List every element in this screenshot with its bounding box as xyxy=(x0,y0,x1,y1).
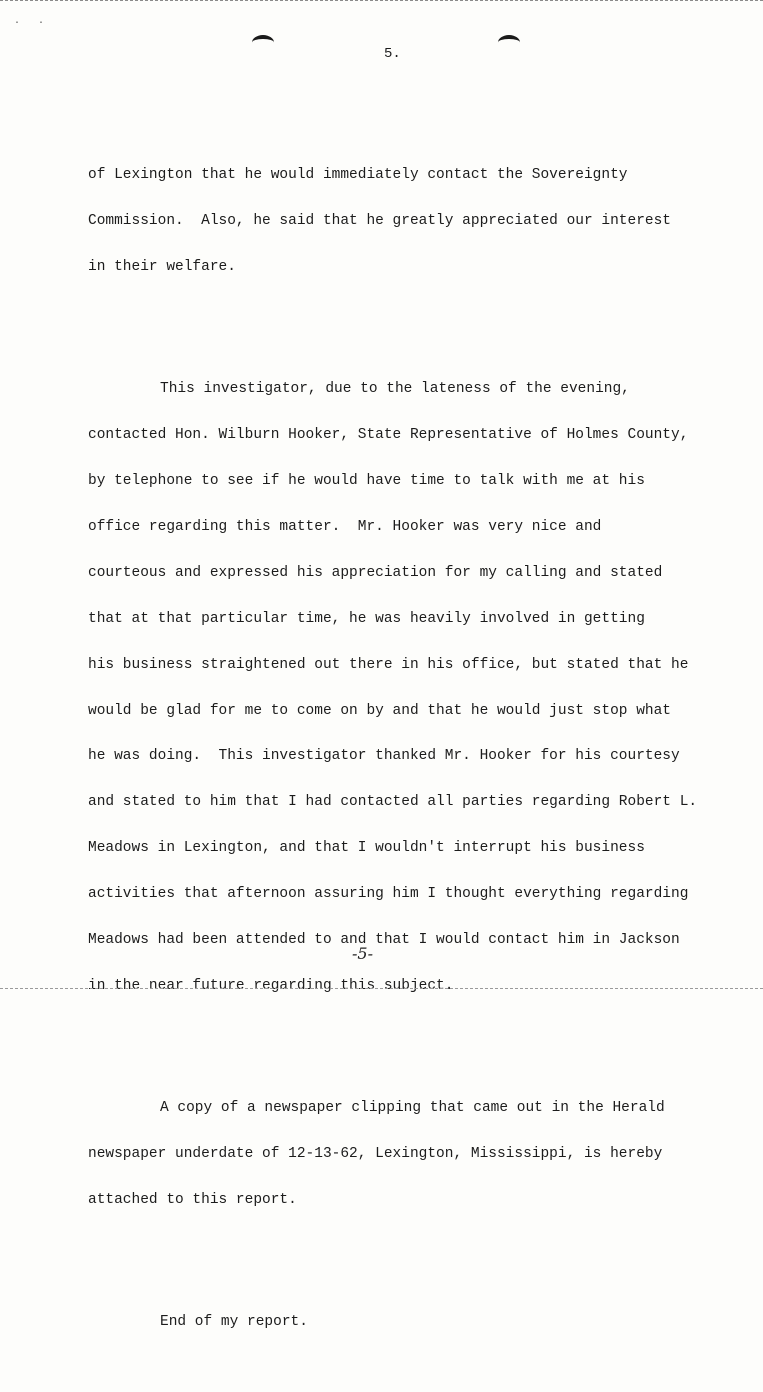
text-line: End of my report. xyxy=(160,1314,308,1331)
page-number: 5. xyxy=(384,46,401,62)
paragraph xyxy=(88,1071,748,1239)
binder-punch-mark-left xyxy=(252,35,274,50)
text-line: Commission. Also, he said that he greatly appreciated our interest xyxy=(88,213,671,230)
text-line: by telephone to see if he would have time to talk with me at his xyxy=(88,473,645,490)
paragraph xyxy=(88,352,748,1025)
text-line: would be glad for me to come on by and that he would just stop what xyxy=(88,702,671,719)
text-line: of Lexington that he would immediately contact the Sovereignty xyxy=(88,167,628,184)
text-line: in their welfare. xyxy=(88,258,236,275)
text-line: Meadows had been attended to and that I would contact him in Jackson xyxy=(88,932,680,949)
paragraph xyxy=(88,138,748,306)
text-line: his business straightened out there in his office, but stated that he xyxy=(88,656,689,673)
text-line: he was doing. This investigator thanked Mr. Hooker for his courtesy xyxy=(88,748,680,765)
text-line: This investigator, due to the lateness of the evening, xyxy=(160,381,630,398)
text-line: Meadows in Lexington, and that I wouldn't interrupt his business xyxy=(88,840,645,857)
binder-punch-mark-right xyxy=(498,35,520,50)
page-top-edge xyxy=(0,0,763,1)
text-line: activities that afternoon assuring him I thought everything regarding xyxy=(88,886,689,903)
handwritten-page-number: -5- xyxy=(352,944,373,963)
paragraph xyxy=(88,1285,748,1361)
scan-specks: · · xyxy=(14,18,51,29)
text-line: office regarding this matter. Mr. Hooker was very nice and xyxy=(88,519,602,536)
text-line: that at that particular time, he was heavily involved in getting xyxy=(88,610,645,627)
text-line: attached to this report. xyxy=(88,1192,297,1209)
text-line: contacted Hon. Wilburn Hooker, State Representative of Holmes County, xyxy=(88,427,689,444)
text-line: in the near future regarding this subject. xyxy=(88,977,454,994)
text-line: courteous and expressed his appreciation for my calling and stated xyxy=(88,564,663,581)
page-bottom-edge xyxy=(0,988,763,989)
text-line: newspaper underdate of 12-13-62, Lexington, Mississippi, is hereby xyxy=(88,1146,663,1163)
text-line: and stated to him that I had contacted all parties regarding Robert L. xyxy=(88,794,698,811)
report-body xyxy=(88,107,748,1392)
text-line: A copy of a newspaper clipping that came out in the Herald xyxy=(160,1100,665,1117)
